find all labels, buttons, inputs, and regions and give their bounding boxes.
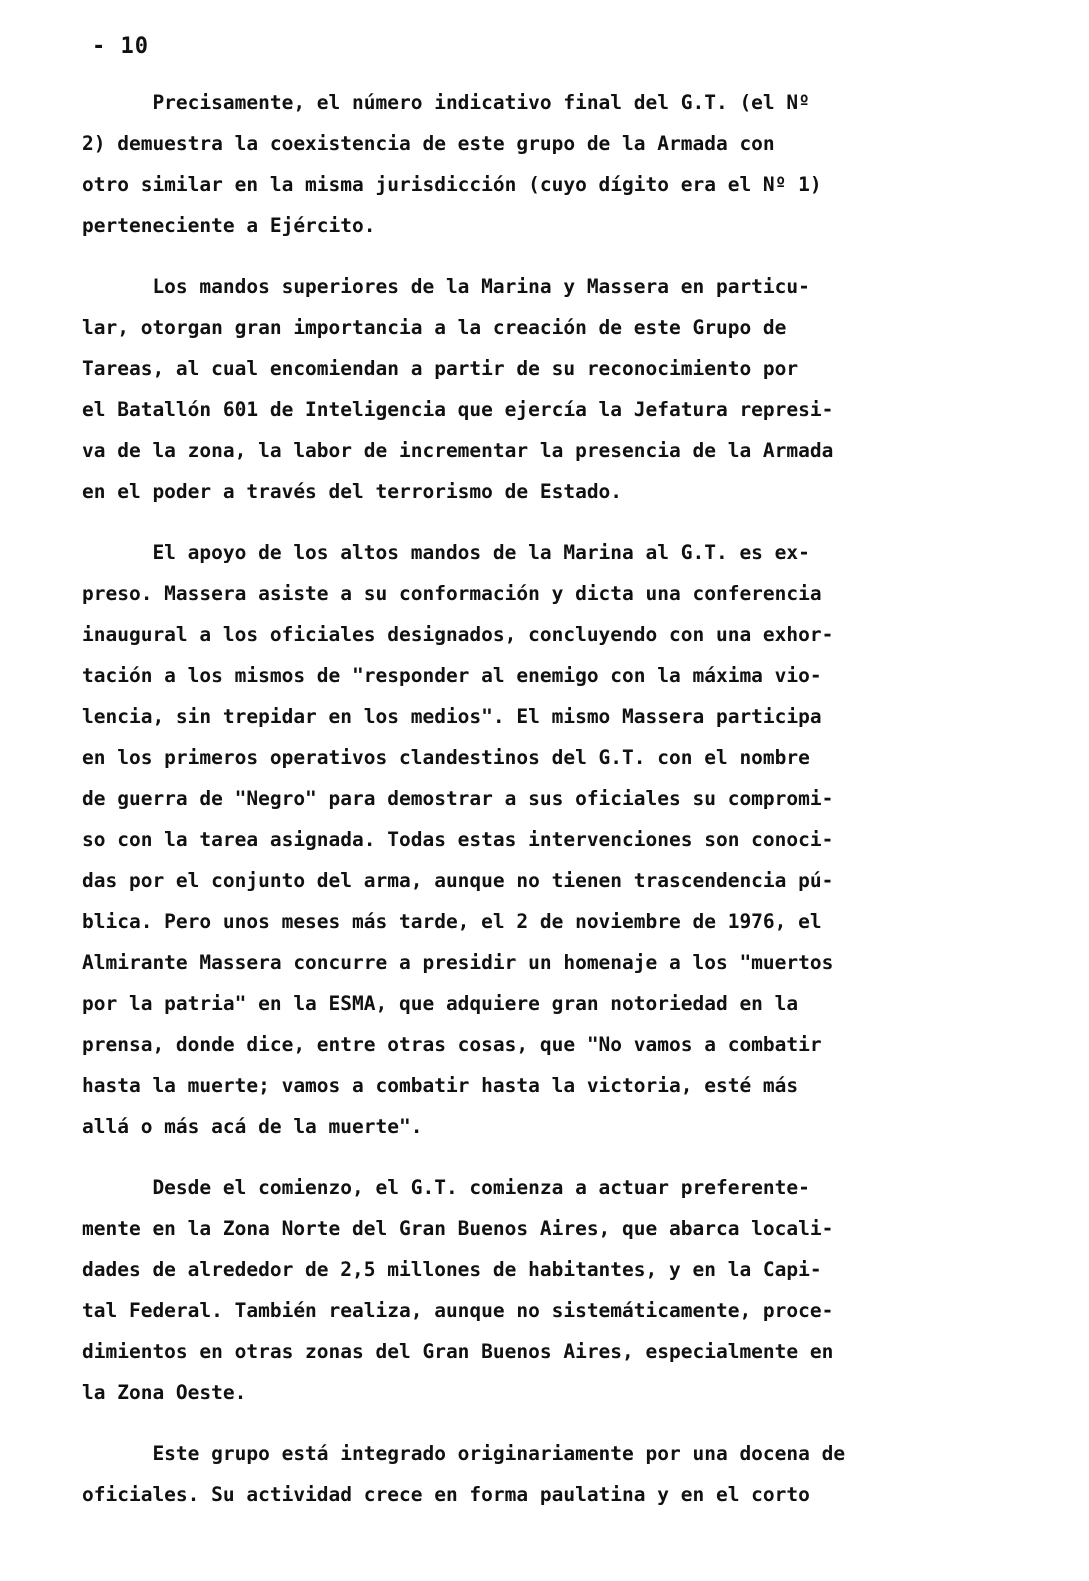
text-line: tal Federal. También realiza, aunque no sistemáticamente, proce- [82, 1299, 834, 1322]
text-line: tación a los mismos de "responder al enemigo con la máxima vio- [82, 664, 822, 687]
text-line: Los mandos superiores de la Marina y Massera en particu- [82, 275, 810, 298]
text-line: preso. Massera asiste a su conformación y dicta una conferencia [82, 582, 822, 605]
text-line: va de la zona, la labor de incrementar la presencia de la Armada [82, 439, 834, 462]
text-line: por la patria" en la ESMA, que adquiere gran notoriedad en la [82, 992, 799, 1015]
body-text [82, 82, 1000, 1535]
paragraph-3 [82, 532, 1000, 1147]
text-line: lencia, sin trepidar en los medios". El mismo Massera participa [82, 705, 822, 728]
text-line: dimientos en otras zonas del Gran Buenos Aires, especialmente en [82, 1340, 834, 1363]
text-line: Tareas, al cual encomiendan a partir de su reconocimiento por [82, 357, 799, 380]
text-line: perteneciente a Ejército. [82, 214, 376, 237]
text-line: lar, otorgan gran importancia a la creación de este Grupo de [82, 316, 787, 339]
text-line: dades de alrededor de 2,5 millones de habitantes, y en la Capi- [82, 1258, 822, 1281]
text-line: inaugural a los oficiales designados, concluyendo con una exhor- [82, 623, 834, 646]
paragraph-2 [82, 266, 1000, 512]
paragraph-1 [82, 82, 1000, 246]
text-line: das por el conjunto del arma, aunque no tienen trascendencia pú- [82, 869, 834, 892]
text-line: la Zona Oeste. [82, 1381, 247, 1404]
text-line: en el poder a través del terrorismo de Estado. [82, 480, 623, 503]
text-line: so con la tarea asignada. Todas estas intervenciones son conoci- [82, 828, 834, 851]
text-line: Este grupo está integrado originariamente por una docena de [82, 1442, 846, 1465]
text-line: allá o más acá de la muerte". [82, 1115, 423, 1138]
paragraph-5 [82, 1433, 1000, 1515]
text-line: mente en la Zona Norte del Gran Buenos Aires, que abarca locali- [82, 1217, 834, 1240]
text-line: Almirante Massera concurre a presidir un homenaje a los "muertos [82, 951, 834, 974]
text-line: oficiales. Su actividad crece en forma paulatina y en el corto [82, 1483, 810, 1506]
text-line: blica. Pero unos meses más tarde, el 2 de noviembre de 1976, el [82, 910, 822, 933]
text-line: otro similar en la misma jurisdicción (cuyo dígito era el Nº 1) [82, 173, 822, 196]
text-line: El apoyo de los altos mandos de la Marina al G.T. es ex- [82, 541, 810, 564]
paragraph-4 [82, 1167, 1000, 1413]
text-line: el Batallón 601 de Inteligencia que ejercía la Jefatura represi- [82, 398, 834, 421]
text-line: Desde el comienzo, el G.T. comienza a actuar preferente- [82, 1176, 810, 1199]
text-line: hasta la muerte; vamos a combatir hasta la victoria, esté más [82, 1074, 799, 1097]
page-number: - 10 [92, 34, 149, 59]
text-line: prensa, donde dice, entre otras cosas, que "No vamos a combatir [82, 1033, 822, 1056]
text-line: Precisamente, el número indicativo final del G.T. (el Nº [82, 91, 810, 114]
text-line: en los primeros operativos clandestinos del G.T. con el nombre [82, 746, 810, 769]
text-line: de guerra de "Negro" para demostrar a sus oficiales su compromi- [82, 787, 834, 810]
text-line: 2) demuestra la coexistencia de este grupo de la Armada con [82, 132, 775, 155]
